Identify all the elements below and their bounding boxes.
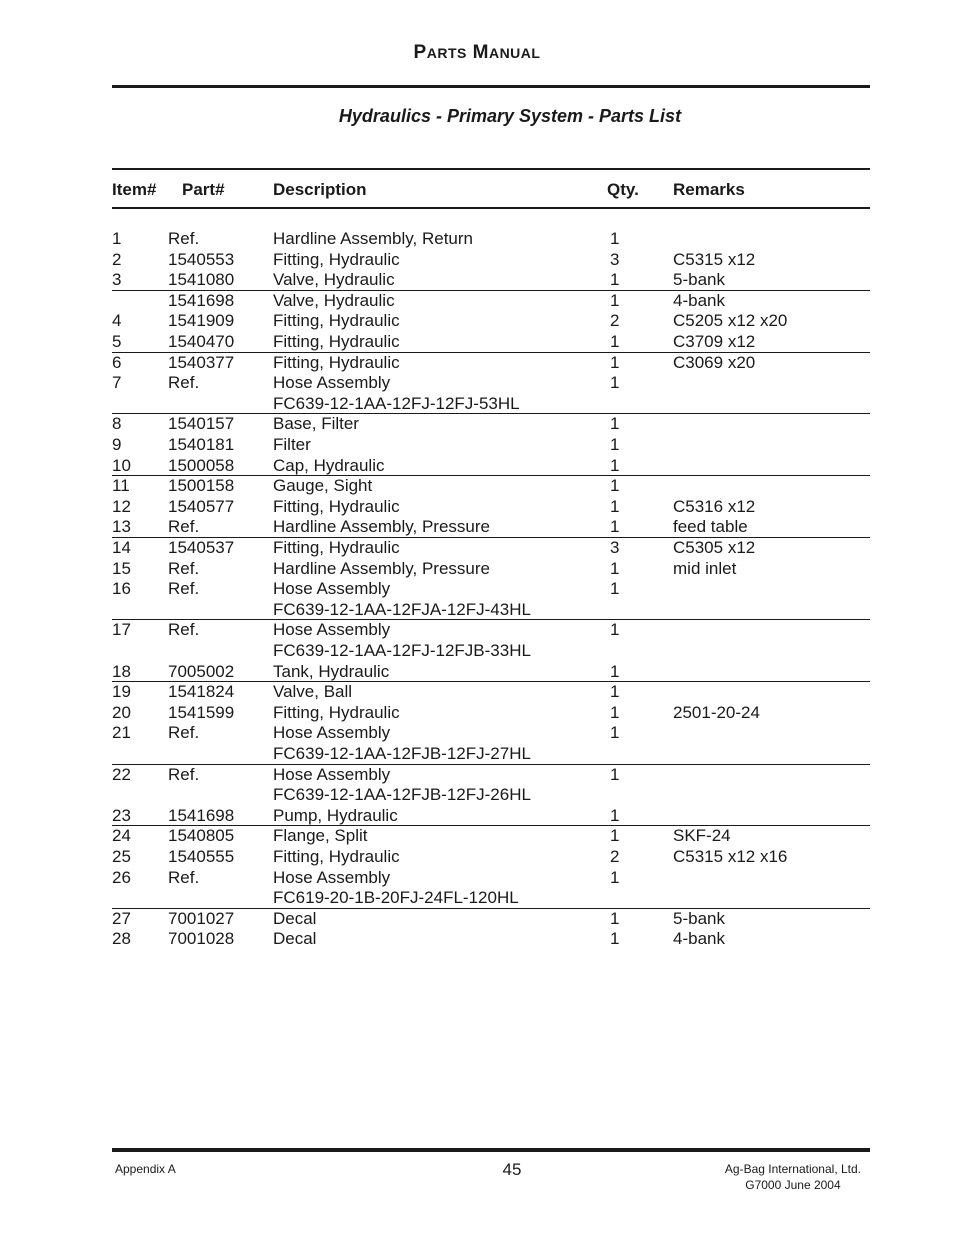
cell-part: 1541824 <box>168 682 235 702</box>
table-row <box>0 414 954 435</box>
cell-part: Ref. <box>168 723 200 743</box>
cell-remarks: 4-bank <box>673 290 725 310</box>
cell-item: 15 <box>112 558 131 578</box>
column-header-item: Item# <box>112 180 157 199</box>
footer-appendix-label: Appendix A <box>115 1162 176 1176</box>
cell-description: Hose Assembly <box>273 579 391 599</box>
footer-company: Ag-Bag International, Ltd. <box>724 1162 861 1176</box>
cell-qty: 1 <box>610 723 620 743</box>
column-header-remarks: Remarks <box>673 180 745 199</box>
cell-part: 1540555 <box>168 847 235 866</box>
table-header-bottom-rule <box>112 207 870 209</box>
cell-part: Ref. <box>168 373 200 393</box>
cell-qty: 1 <box>610 476 620 496</box>
cell-description: FC639-12-1AA-12FJB-12FJ-27HL <box>273 744 531 763</box>
cell-item: 12 <box>112 496 131 516</box>
cell-description: Base, Filter <box>273 414 359 434</box>
header-title-rest-2: ANUAL <box>488 45 541 61</box>
footer-publisher-info <box>725 1161 861 1193</box>
cell-item: 28 <box>112 929 131 949</box>
table-row <box>0 538 954 559</box>
table-row <box>0 765 954 786</box>
table-row <box>0 847 954 868</box>
cell-description: Fitting, Hydraulic <box>273 538 400 557</box>
table-row <box>0 497 954 518</box>
cell-part: Ref. <box>168 579 200 599</box>
cell-description: Hose Assembly <box>273 373 391 393</box>
cell-item: 24 <box>112 826 131 846</box>
cell-part: 1540577 <box>168 496 235 516</box>
table-row <box>0 703 954 724</box>
cell-part: 7005002 <box>168 661 235 681</box>
cell-item: 23 <box>112 805 131 825</box>
cell-remarks: C5316 x12 <box>673 496 756 516</box>
cell-qty: 1 <box>610 661 620 681</box>
cell-item: 25 <box>112 847 131 866</box>
cell-remarks: 5-bank <box>673 270 725 290</box>
table-row <box>0 723 954 744</box>
table-row <box>0 373 954 394</box>
cell-item: 13 <box>112 517 131 537</box>
cell-item: 8 <box>112 414 122 434</box>
cell-description: FC619-20-1B-20FJ-24FL-120HL <box>273 888 519 908</box>
cell-description: FC639-12-1AA-12FJ-12FJB-33HL <box>273 641 531 660</box>
table-row <box>0 353 954 374</box>
cell-item: 18 <box>112 661 131 681</box>
cell-remarks: mid inlet <box>673 558 737 578</box>
table-row <box>0 868 954 889</box>
cell-qty: 3 <box>610 538 620 557</box>
table-row <box>0 270 954 291</box>
cell-description: Hardline Assembly, Pressure <box>273 517 490 537</box>
cell-qty: 1 <box>610 414 620 434</box>
cell-item: 4 <box>112 311 122 331</box>
cell-part: 1541909 <box>168 311 235 331</box>
cell-remarks: C5205 x12 x20 <box>673 311 788 331</box>
cell-item: 1 <box>112 229 122 248</box>
cell-item: 10 <box>112 455 131 475</box>
cell-part: 1541080 <box>168 270 235 290</box>
cell-part: Ref. <box>168 620 200 640</box>
cell-description: Decal <box>273 929 317 949</box>
cell-part: 1541698 <box>168 805 235 825</box>
cell-qty: 1 <box>610 620 620 640</box>
cell-description: Hose Assembly <box>273 620 391 640</box>
column-header-description: Description <box>273 180 367 199</box>
cell-item: 9 <box>112 435 122 454</box>
cell-description: Valve, Ball <box>273 682 353 702</box>
cell-qty: 1 <box>610 867 620 887</box>
cell-qty: 1 <box>610 929 620 949</box>
cell-description: Fitting, Hydraulic <box>273 332 400 351</box>
cell-item: 2 <box>112 249 122 269</box>
cell-description: FC639-12-1AA-12FJA-12FJ-43HL <box>273 599 531 619</box>
table-row <box>0 456 954 477</box>
cell-item: 11 <box>112 476 130 496</box>
cell-part: 1540377 <box>168 352 235 372</box>
cell-qty: 1 <box>610 290 620 310</box>
table-row <box>0 559 954 580</box>
cell-item: 6 <box>112 352 122 372</box>
cell-item: 7 <box>112 373 122 393</box>
cell-qty: 1 <box>610 332 620 351</box>
cell-qty: 1 <box>610 558 620 578</box>
page-header-title <box>0 42 954 64</box>
header-title-initial-2: M <box>472 42 489 63</box>
cell-description: Fitting, Hydraulic <box>273 249 400 269</box>
cell-item: 21 <box>112 723 131 743</box>
cell-part: 1541698 <box>168 290 235 310</box>
cell-description: Hose Assembly <box>273 867 391 887</box>
table-row <box>0 332 954 353</box>
cell-part: Ref. <box>168 229 200 248</box>
cell-qty: 1 <box>610 352 620 372</box>
cell-description: FC639-12-1AA-12FJB-12FJ-26HL <box>273 785 531 805</box>
header-rule <box>112 85 870 88</box>
cell-part: 1541599 <box>168 702 235 722</box>
table-row <box>0 744 954 765</box>
cell-description: Gauge, Sight <box>273 476 373 496</box>
cell-qty: 1 <box>610 496 620 516</box>
table-row <box>0 929 954 950</box>
cell-qty: 1 <box>610 435 620 454</box>
cell-remarks: C5315 x12 <box>673 249 756 269</box>
cell-part: Ref. <box>168 867 200 887</box>
cell-part: 1500058 <box>168 455 235 475</box>
cell-qty: 1 <box>610 579 620 599</box>
cell-qty: 2 <box>610 311 620 331</box>
table-row <box>0 250 954 271</box>
table-header-top-rule <box>112 168 870 170</box>
cell-description: Valve, Hydraulic <box>273 290 395 310</box>
cell-description: Filter <box>273 435 311 454</box>
cell-item: 20 <box>112 702 131 722</box>
table-row <box>0 620 954 641</box>
cell-qty: 1 <box>610 373 620 393</box>
cell-description: Fitting, Hydraulic <box>273 847 400 866</box>
cell-part: 7001027 <box>168 908 235 928</box>
cell-description: Hardline Assembly, Pressure <box>273 558 490 578</box>
cell-remarks: C3069 x20 <box>673 352 756 372</box>
cell-part: 1500158 <box>168 476 235 496</box>
cell-item: 26 <box>112 867 131 887</box>
cell-item: 17 <box>112 620 131 640</box>
table-row <box>0 476 954 497</box>
cell-part: 1540470 <box>168 332 235 351</box>
cell-item: 3 <box>112 270 122 290</box>
cell-qty: 1 <box>610 908 620 928</box>
cell-remarks: 4-bank <box>673 929 725 949</box>
table-row <box>0 394 954 415</box>
cell-description: Tank, Hydraulic <box>273 661 390 681</box>
table-row <box>0 600 954 621</box>
cell-qty: 1 <box>610 229 620 248</box>
cell-qty: 1 <box>610 826 620 846</box>
column-header-part: Part# <box>182 180 225 199</box>
table-row <box>0 311 954 332</box>
cell-item: 5 <box>112 332 122 351</box>
cell-remarks: C3709 x12 <box>673 332 756 351</box>
table-row <box>0 682 954 703</box>
cell-part: 1540537 <box>168 538 235 557</box>
table-row <box>0 291 954 312</box>
table-row <box>0 806 954 827</box>
page-number: 45 <box>502 1160 522 1179</box>
column-header-qty: Qty. <box>607 180 639 199</box>
table-row <box>0 229 954 250</box>
table-row <box>0 641 954 662</box>
cell-part: Ref. <box>168 764 200 784</box>
cell-remarks: 5-bank <box>673 908 725 928</box>
cell-remarks: SKF-24 <box>673 826 731 846</box>
cell-description: Valve, Hydraulic <box>273 270 395 290</box>
table-row <box>0 888 954 909</box>
cell-description: Cap, Hydraulic <box>273 455 385 475</box>
cell-remarks: 2501-20-24 <box>673 702 760 722</box>
cell-part: 1540181 <box>168 435 235 454</box>
section-title: Hydraulics - Primary System - Parts List <box>338 106 682 126</box>
table-row <box>0 826 954 847</box>
cell-description: Hardline Assembly, Return <box>273 229 473 248</box>
cell-description: Decal <box>273 908 317 928</box>
cell-description: Fitting, Hydraulic <box>273 702 400 722</box>
table-row <box>0 662 954 683</box>
header-title-initial-1: P <box>413 42 427 63</box>
cell-description: Fitting, Hydraulic <box>273 352 400 372</box>
table-row <box>0 517 954 538</box>
footer-edition: G7000 June 2004 <box>745 1178 841 1192</box>
cell-description: FC639-12-1AA-12FJ-12FJ-53HL <box>273 393 520 413</box>
cell-part: 1540157 <box>168 414 235 434</box>
table-row <box>0 785 954 806</box>
cell-description: Fitting, Hydraulic <box>273 496 400 516</box>
cell-qty: 1 <box>610 682 620 702</box>
header-title-rest-1: ARTS <box>426 45 467 61</box>
cell-remarks: C5305 x12 <box>673 538 756 557</box>
cell-qty: 1 <box>610 764 620 784</box>
cell-item: 14 <box>112 538 131 557</box>
table-row <box>0 909 954 930</box>
cell-item: 16 <box>112 579 131 599</box>
cell-qty: 1 <box>610 270 620 290</box>
cell-item: 27 <box>112 908 131 928</box>
footer-rule <box>112 1148 870 1152</box>
cell-part: 1540805 <box>168 826 235 846</box>
cell-part: Ref. <box>168 517 200 537</box>
cell-qty: 3 <box>610 249 620 269</box>
table-row <box>0 579 954 600</box>
cell-qty: 1 <box>610 702 620 722</box>
cell-item: 19 <box>112 682 131 702</box>
cell-description: Flange, Split <box>273 826 368 846</box>
cell-description: Fitting, Hydraulic <box>273 311 400 331</box>
cell-description: Hose Assembly <box>273 764 391 784</box>
cell-qty: 1 <box>610 517 620 537</box>
cell-description: Pump, Hydraulic <box>273 805 398 825</box>
cell-item: 22 <box>112 764 131 784</box>
cell-remarks: feed table <box>673 517 748 537</box>
cell-part: 7001028 <box>168 929 235 949</box>
table-row <box>0 435 954 456</box>
cell-part: 1540553 <box>168 249 235 269</box>
cell-remarks: C5315 x12 x16 <box>673 847 788 866</box>
cell-qty: 2 <box>610 847 620 866</box>
cell-description: Hose Assembly <box>273 723 391 743</box>
cell-part: Ref. <box>168 558 200 578</box>
cell-qty: 1 <box>610 805 620 825</box>
cell-qty: 1 <box>610 455 620 475</box>
